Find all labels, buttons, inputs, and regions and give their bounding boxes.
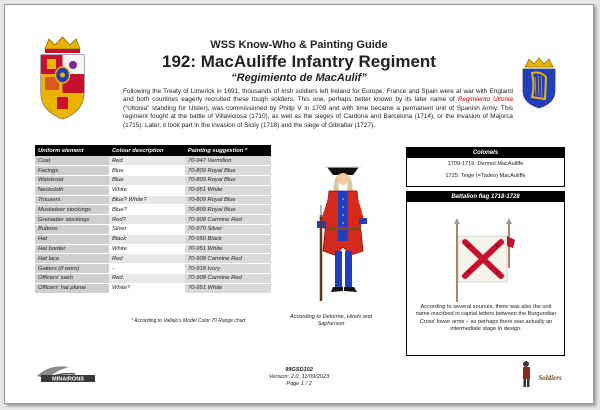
table-row xyxy=(35,176,271,186)
colour-description-cell: Red xyxy=(109,156,185,166)
colour-description-cell: - xyxy=(109,264,185,274)
painting-suggestion-cell: 70-970 Silver xyxy=(185,225,271,235)
intro-text-part1: Following the Treaty of Limerick in 1691, thousands of Irish soldiers left Ireland for Europe. France and Spain were at war with England and both countries eagerly recruited these tough soldiers. This one, perhaps better known by its later name of xyxy=(123,88,513,104)
table-row xyxy=(35,205,271,215)
table-row xyxy=(35,215,271,225)
logo-left-text: MINAIRONS xyxy=(51,376,85,383)
flag-heading: Battalion flag 1718-1728 xyxy=(407,192,564,202)
intro-paragraph xyxy=(123,88,513,130)
table-row xyxy=(35,234,271,244)
uniform-element-cell: Grenadier stockings xyxy=(35,215,109,225)
uniform-element-cell: Gaiters (if worn) xyxy=(35,264,109,274)
footer-code: 99GSD102 xyxy=(285,367,313,373)
col-header-paint: Painting suggestion * xyxy=(185,145,271,156)
colour-description-cell: Blue xyxy=(109,176,185,186)
table-row xyxy=(35,283,271,293)
painting-suggestion-cell: 70-951 White xyxy=(185,283,271,293)
colour-description-cell: Silver xyxy=(109,225,185,235)
table-row xyxy=(35,166,271,176)
painting-suggestion-cell: 70-809 Royal Blue xyxy=(185,166,271,176)
soldier-illustration-icon xyxy=(305,155,383,310)
figure-caption-line2: Sapherson xyxy=(317,321,345,327)
painting-suggestion-cell: 70-951 White xyxy=(185,244,271,254)
colonels-box xyxy=(406,147,565,187)
uniform-element-cell: Trousers xyxy=(35,195,109,205)
colonel-entry: 1709-1715: Dermot MacAuliffe xyxy=(447,161,524,167)
colour-description-cell: Red? xyxy=(109,215,185,225)
colonels-heading: Colonels xyxy=(407,148,564,158)
intro-highlight: Regimiento Ultonia xyxy=(457,96,513,104)
colour-description-cell: Blue? White? xyxy=(109,195,185,205)
col-header-element: Uniform element xyxy=(35,145,109,156)
painting-suggestion-cell: 70-809 Royal Blue xyxy=(185,195,271,205)
battalion-flag-box xyxy=(406,191,565,356)
col-header-colour: Colour description xyxy=(109,145,185,156)
page-title: 192: MacAuliffe Infantry Regiment xyxy=(162,52,436,71)
uniform-element-cell: Facings xyxy=(35,166,109,176)
table-row xyxy=(35,274,271,284)
burgundy-cross-flag-icon xyxy=(451,218,521,302)
colour-description-cell: Blue xyxy=(109,166,185,176)
guide-series-title: WSS Know-Who & Painting Guide xyxy=(210,39,388,51)
uniform-table-body xyxy=(35,156,271,293)
colour-description-cell: Blue? xyxy=(109,205,185,215)
uniform-element-cell: Waistcoat xyxy=(35,176,109,186)
uniform-element-cell: Officers' hat plume xyxy=(35,283,109,293)
table-row xyxy=(35,225,271,235)
painting-suggestion-cell: 70-809 Royal Blue xyxy=(185,205,271,215)
table-row xyxy=(35,254,271,264)
figure-caption xyxy=(281,314,381,328)
regiment-nickname: “Regimiento de MacAulif” xyxy=(231,72,367,84)
colour-description-cell: White? xyxy=(109,283,185,293)
footer-page-number: Page 1 / 2 xyxy=(286,381,312,387)
uniform-element-cell: Coat xyxy=(35,156,109,166)
uniform-element-cell: Musketeer stockings xyxy=(35,205,109,215)
uniform-table xyxy=(35,145,271,294)
table-row xyxy=(35,185,271,195)
table-row xyxy=(35,244,271,254)
painting-suggestion-cell: 70-947 Vermilion xyxy=(185,156,271,166)
table-row xyxy=(35,264,271,274)
uniform-table-header xyxy=(35,145,271,156)
uniform-element-cell: Buttons xyxy=(35,225,109,235)
colour-description-cell: White xyxy=(109,244,185,254)
flag-note: According to several sources, there was also the unit name inscribed in capital letters between the Burgundian Cross' lower arms – so perhaps there was actually an intermediate stage in design. xyxy=(415,304,557,333)
intro-text-part2: (“Ultonia” standing for Ulster), was commissioned by Philip V in 1709 and with time became a permanent unit of Spanish Army. This regiment fought at the battle of Villaviciosa (1710), as well as the sieges of Cardona and Barcelona (1714), or the invasion of Majorca (1715). Later, it took part in the invasion of Sicily (1718) and the siege of Gibraltar (1727). xyxy=(123,104,513,129)
painting-suggestion-cell: 70-908 Carmine Red xyxy=(185,215,271,225)
uniform-element-cell: Hat border xyxy=(35,244,109,254)
guide-page xyxy=(4,4,594,404)
painting-suggestion-cell: 70-950 Black xyxy=(185,234,271,244)
uniform-element-cell: Hat lace xyxy=(35,254,109,264)
painting-suggestion-cell: 70-951 White xyxy=(185,185,271,195)
logo-right-text: Soldiers xyxy=(538,374,562,382)
colour-description-cell: Red xyxy=(109,274,185,284)
painting-suggestion-cell: 70-908 Carmine Red xyxy=(185,274,271,284)
painting-suggestion-cell: 70-809 Royal Blue xyxy=(185,176,271,186)
footer-version: Version: 2.0, 11/09/2023 xyxy=(268,374,330,380)
colour-description-cell: Red xyxy=(109,254,185,264)
colour-description-cell: White xyxy=(109,185,185,195)
painting-suggestion-cell: 70-908 Carmine Red xyxy=(185,254,271,264)
colour-description-cell: Black xyxy=(109,234,185,244)
page-footer xyxy=(5,367,593,388)
table-row xyxy=(35,156,271,166)
table-row xyxy=(35,195,271,205)
colonel-entry: 1715: Teige (=Tadeo) MacAuliffe xyxy=(445,173,526,179)
figure-caption-line1: According to Delorme, Hinds and xyxy=(289,314,373,320)
table-footnote: * According to Vallejo's Model Color 70 Range chart xyxy=(131,318,246,324)
uniform-element-cell: Hat xyxy=(35,234,109,244)
painting-suggestion-cell: 70-918 Ivory xyxy=(185,264,271,274)
uniform-element-cell: Neckcloth xyxy=(35,185,109,195)
uniform-element-cell: Officers' sash xyxy=(35,274,109,284)
